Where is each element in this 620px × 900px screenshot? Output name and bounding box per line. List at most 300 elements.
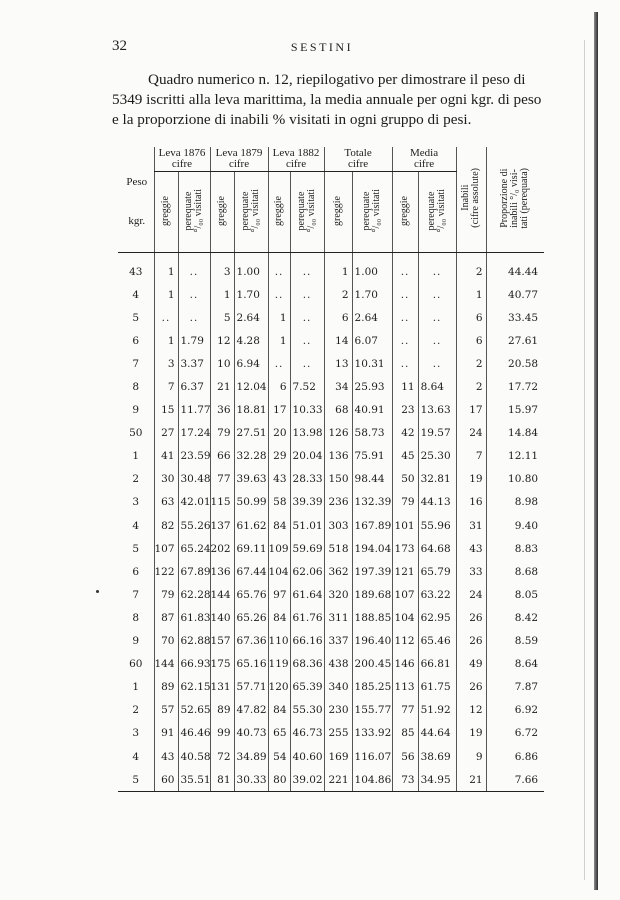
cell-inabili: 26 bbox=[456, 606, 486, 629]
group-sub: cifre bbox=[413, 158, 435, 170]
ink-speck bbox=[96, 590, 99, 593]
cell-media-greggie: 42 bbox=[392, 422, 418, 445]
cell-totale-greggie: 169 bbox=[324, 745, 352, 768]
cell-totale-greggie: 126 bbox=[324, 422, 352, 445]
cell-leva1882-perequate: 39.02 bbox=[290, 768, 324, 792]
cell-totale-greggie: 337 bbox=[324, 630, 352, 653]
cell-leva1876-perequate: 65.24 bbox=[178, 537, 210, 560]
cell-media-greggie: .. bbox=[392, 329, 418, 352]
cell-inabili: 19 bbox=[456, 722, 486, 745]
table-row bbox=[118, 699, 544, 722]
cell-inabili: 2 bbox=[456, 260, 486, 283]
cell-media-perequate: .. bbox=[418, 306, 456, 329]
cell-leva1879-perequate: 50.99 bbox=[234, 491, 268, 514]
cell-leva1879-greggie: 12 bbox=[210, 329, 234, 352]
table-row bbox=[118, 260, 544, 283]
cell-totale-perequate: 2.64 bbox=[352, 306, 392, 329]
cell-leva1876-greggie: 43 bbox=[154, 745, 178, 768]
perequate-text: perequate °/₀₀ visitati bbox=[240, 188, 262, 233]
cell-peso: 1 bbox=[132, 450, 140, 463]
table-row bbox=[118, 445, 544, 468]
table-row bbox=[118, 722, 544, 745]
cell-leva1879-greggie: 157 bbox=[210, 630, 234, 653]
cell-leva1879-perequate: 65.26 bbox=[234, 606, 268, 629]
cell-totale-perequate: 132.39 bbox=[352, 491, 392, 514]
spacer-row bbox=[118, 253, 544, 261]
cell-totale-greggie: 150 bbox=[324, 468, 352, 491]
cell-peso: 2 bbox=[132, 704, 140, 717]
cell-inabili: 16 bbox=[456, 491, 486, 514]
cell-peso: 43 bbox=[129, 265, 143, 278]
cell-leva1882-greggie: 84 bbox=[268, 514, 290, 537]
group-title: Leva 1879 bbox=[215, 147, 263, 159]
cell-media-greggie: 173 bbox=[392, 537, 418, 560]
cell-inabili: 2 bbox=[456, 352, 486, 375]
cell-totale-perequate: 104.86 bbox=[352, 768, 392, 792]
caption-line-1: Quadro numerico n. 12, riepilogativo per dimostrare il peso di bbox=[148, 71, 526, 88]
group-title: Totale bbox=[344, 147, 372, 159]
cell-leva1879-greggie: 99 bbox=[210, 722, 234, 745]
cell-leva1879-greggie: 144 bbox=[210, 583, 234, 606]
cell-inabili: 6 bbox=[456, 306, 486, 329]
cell-leva1882-perequate: .. bbox=[290, 352, 324, 375]
cell-totale-greggie: 340 bbox=[324, 676, 352, 699]
subheader-perequate bbox=[234, 172, 268, 253]
subheader-perequate bbox=[352, 172, 392, 253]
cell-leva1879-perequate: 32.28 bbox=[234, 445, 268, 468]
cell-leva1876-perequate: .. bbox=[178, 283, 210, 306]
cell-media-perequate: .. bbox=[418, 329, 456, 352]
cell-leva1882-perequate: 66.16 bbox=[290, 630, 324, 653]
cell-leva1879-greggie: 140 bbox=[210, 606, 234, 629]
cell-leva1879-perequate: 2.64 bbox=[234, 306, 268, 329]
cell-totale-perequate: 25.93 bbox=[352, 375, 392, 398]
cell-leva1879-greggie: 36 bbox=[210, 399, 234, 422]
group-header-leva-1879 bbox=[210, 147, 268, 172]
cell-leva1882-greggie: 29 bbox=[268, 445, 290, 468]
cell-leva1879-greggie: 77 bbox=[210, 468, 234, 491]
group-title: Leva 1882 bbox=[272, 147, 320, 159]
cell-leva1879-greggie: 202 bbox=[210, 537, 234, 560]
cell-totale-perequate: 196.40 bbox=[352, 630, 392, 653]
cell-totale-perequate: 185.25 bbox=[352, 676, 392, 699]
cell-leva1876-perequate: 17.24 bbox=[178, 422, 210, 445]
cell-inabili: 9 bbox=[456, 745, 486, 768]
cell-leva1882-perequate: 61.76 bbox=[290, 606, 324, 629]
cell-media-perequate: 65.46 bbox=[418, 630, 456, 653]
cell-leva1876-perequate: 62.15 bbox=[178, 676, 210, 699]
cell-leva1882-greggie: 65 bbox=[268, 722, 290, 745]
cell-leva1882-perequate: 7.52 bbox=[290, 375, 324, 398]
cell-leva1876-greggie: 1 bbox=[154, 329, 178, 352]
subheader-greggie bbox=[324, 172, 352, 253]
table-row bbox=[118, 422, 544, 445]
cell-totale-greggie: 438 bbox=[324, 653, 352, 676]
cell-media-perequate: .. bbox=[418, 260, 456, 283]
cell-media-greggie: 146 bbox=[392, 653, 418, 676]
cell-leva1882-perequate: 62.06 bbox=[290, 560, 324, 583]
cell-totale-greggie: 2 bbox=[324, 283, 352, 306]
cell-leva1876-greggie: 79 bbox=[154, 583, 178, 606]
cell-totale-perequate: 133.92 bbox=[352, 722, 392, 745]
cell-media-perequate: .. bbox=[418, 352, 456, 375]
cell-totale-greggie: 14 bbox=[324, 329, 352, 352]
cell-leva1876-greggie: .. bbox=[154, 306, 178, 329]
cell-leva1876-greggie: 122 bbox=[154, 560, 178, 583]
cell-peso: 8 bbox=[132, 381, 140, 394]
table-row bbox=[118, 583, 544, 606]
table-row bbox=[118, 514, 544, 537]
cell-leva1882-perequate: .. bbox=[290, 329, 324, 352]
cell-proporzione: 8.68 bbox=[486, 560, 544, 583]
kgr-label: kgr. bbox=[128, 215, 146, 227]
cell-totale-perequate: 194.04 bbox=[352, 537, 392, 560]
cell-leva1879-perequate: 57.71 bbox=[234, 676, 268, 699]
cell-proporzione: 8.42 bbox=[486, 606, 544, 629]
cell-leva1876-greggie: 1 bbox=[154, 283, 178, 306]
table-row bbox=[118, 653, 544, 676]
cell-totale-greggie: 311 bbox=[324, 606, 352, 629]
cell-totale-greggie: 13 bbox=[324, 352, 352, 375]
cell-inabili: 17 bbox=[456, 399, 486, 422]
cell-proporzione: 20.58 bbox=[486, 352, 544, 375]
cell-totale-greggie: 221 bbox=[324, 768, 352, 792]
cell-leva1876-perequate: 30.48 bbox=[178, 468, 210, 491]
cell-leva1876-greggie: 91 bbox=[154, 722, 178, 745]
cell-totale-greggie: 320 bbox=[324, 583, 352, 606]
cell-leva1876-greggie: 107 bbox=[154, 537, 178, 560]
cell-leva1882-perequate: .. bbox=[290, 283, 324, 306]
cell-leva1876-perequate: 35.51 bbox=[178, 768, 210, 792]
cell-leva1882-greggie: 120 bbox=[268, 676, 290, 699]
cell-leva1882-perequate: 13.98 bbox=[290, 422, 324, 445]
cell-proporzione: 27.61 bbox=[486, 329, 544, 352]
table-row bbox=[118, 537, 544, 560]
cell-media-perequate: 51.92 bbox=[418, 699, 456, 722]
cell-proporzione: 8.59 bbox=[486, 630, 544, 653]
cell-inabili: 19 bbox=[456, 468, 486, 491]
table-row bbox=[118, 306, 544, 329]
cell-leva1882-perequate: 28.33 bbox=[290, 468, 324, 491]
table-row bbox=[118, 768, 544, 792]
caption-line-2: 5349 iscritti alla leva marittima, la media annuale per ogni kgr. di peso bbox=[112, 91, 542, 108]
cell-leva1882-greggie: 104 bbox=[268, 560, 290, 583]
cell-inabili: 1 bbox=[456, 283, 486, 306]
cell-media-perequate: 63.22 bbox=[418, 583, 456, 606]
cell-leva1882-greggie: 58 bbox=[268, 491, 290, 514]
table-row bbox=[118, 606, 544, 629]
cell-inabili: 2 bbox=[456, 375, 486, 398]
page-edge-shadow bbox=[594, 12, 598, 890]
cell-proporzione: 7.87 bbox=[486, 676, 544, 699]
cell-proporzione: 6.72 bbox=[486, 722, 544, 745]
running-title: SESTINI bbox=[290, 40, 354, 54]
cell-peso: 1 bbox=[132, 681, 140, 694]
peso-label: Peso bbox=[126, 176, 148, 188]
cell-totale-perequate: 1.70 bbox=[352, 283, 392, 306]
cell-leva1879-greggie: 115 bbox=[210, 491, 234, 514]
group-header-leva-1882 bbox=[268, 147, 324, 172]
cell-leva1879-greggie: 175 bbox=[210, 653, 234, 676]
cell-proporzione: 12.11 bbox=[486, 445, 544, 468]
cell-media-perequate: 44.13 bbox=[418, 491, 456, 514]
cell-inabili: 6 bbox=[456, 329, 486, 352]
greggie-text: greggie bbox=[332, 195, 344, 226]
cell-media-greggie: 107 bbox=[392, 583, 418, 606]
cell-media-perequate: .. bbox=[418, 283, 456, 306]
cell-media-greggie: 77 bbox=[392, 699, 418, 722]
cell-leva1882-perequate: 68.36 bbox=[290, 653, 324, 676]
cell-leva1876-greggie: 63 bbox=[154, 491, 178, 514]
perequate-text: perequate °/₀₀ visitati bbox=[361, 188, 383, 233]
cell-proporzione: 14.84 bbox=[486, 422, 544, 445]
cell-peso: 4 bbox=[132, 750, 140, 763]
cell-peso: 5 bbox=[132, 542, 140, 555]
cell-media-greggie: .. bbox=[392, 306, 418, 329]
cell-leva1876-perequate: 61.83 bbox=[178, 606, 210, 629]
greggie-text: greggie bbox=[160, 195, 171, 226]
cell-proporzione: 6.92 bbox=[486, 699, 544, 722]
group-header-media bbox=[392, 147, 456, 172]
cell-leva1876-perequate: 46.46 bbox=[178, 722, 210, 745]
cell-leva1879-greggie: 81 bbox=[210, 768, 234, 792]
cell-leva1882-greggie: .. bbox=[268, 352, 290, 375]
cell-totale-perequate: 58.73 bbox=[352, 422, 392, 445]
cell-inabili: 12 bbox=[456, 699, 486, 722]
cell-leva1879-perequate: 67.36 bbox=[234, 630, 268, 653]
cell-proporzione: 33.45 bbox=[486, 306, 544, 329]
cell-leva1876-greggie: 3 bbox=[154, 352, 178, 375]
cell-media-greggie: 45 bbox=[392, 445, 418, 468]
subheader-perequate bbox=[290, 172, 324, 253]
subheader-perequate bbox=[178, 172, 210, 253]
cell-leva1879-perequate: 27.51 bbox=[234, 422, 268, 445]
cell-leva1879-greggie: 66 bbox=[210, 445, 234, 468]
cell-peso: 5 bbox=[132, 311, 140, 324]
table-caption bbox=[112, 70, 544, 130]
cell-totale-perequate: 189.68 bbox=[352, 583, 392, 606]
cell-totale-perequate: 116.07 bbox=[352, 745, 392, 768]
cell-inabili: 33 bbox=[456, 560, 486, 583]
group-header-leva-1876 bbox=[154, 147, 210, 172]
cell-totale-greggie: 518 bbox=[324, 537, 352, 560]
cell-leva1879-greggie: 21 bbox=[210, 375, 234, 398]
group-title: Leva 1876 bbox=[158, 147, 206, 159]
cell-proporzione: 6.86 bbox=[486, 745, 544, 768]
cell-leva1879-perequate: 1.70 bbox=[234, 283, 268, 306]
cell-proporzione: 17.72 bbox=[486, 375, 544, 398]
cell-leva1876-greggie: 15 bbox=[154, 399, 178, 422]
cell-leva1879-perequate: 67.44 bbox=[234, 560, 268, 583]
cell-media-greggie: 50 bbox=[392, 468, 418, 491]
cell-leva1882-greggie: 54 bbox=[268, 745, 290, 768]
subheader-greggie bbox=[154, 172, 178, 253]
cell-leva1882-greggie: 109 bbox=[268, 537, 290, 560]
cell-totale-perequate: 40.91 bbox=[352, 399, 392, 422]
cell-leva1882-perequate: 46.73 bbox=[290, 722, 324, 745]
cell-media-perequate: 8.64 bbox=[418, 375, 456, 398]
cell-media-greggie: 113 bbox=[392, 676, 418, 699]
cell-leva1876-perequate: 55.26 bbox=[178, 514, 210, 537]
cell-inabili: 49 bbox=[456, 653, 486, 676]
greggie-text: greggie bbox=[273, 195, 285, 226]
cell-totale-perequate: 188.85 bbox=[352, 606, 392, 629]
cell-peso: 2 bbox=[132, 473, 140, 486]
cell-leva1879-greggie: 5 bbox=[210, 306, 234, 329]
cell-leva1879-perequate: 65.16 bbox=[234, 653, 268, 676]
table-row bbox=[118, 491, 544, 514]
cell-totale-perequate: 75.91 bbox=[352, 445, 392, 468]
cell-leva1879-perequate: 1.00 bbox=[234, 260, 268, 283]
cell-media-greggie: 85 bbox=[392, 722, 418, 745]
cell-leva1876-greggie: 7 bbox=[154, 375, 178, 398]
cell-leva1876-perequate: 52.65 bbox=[178, 699, 210, 722]
cell-proporzione: 44.44 bbox=[486, 260, 544, 283]
cell-inabili: 24 bbox=[456, 583, 486, 606]
cell-proporzione: 9.40 bbox=[486, 514, 544, 537]
cell-totale-greggie: 1 bbox=[324, 260, 352, 283]
cell-proporzione: 8.64 bbox=[486, 653, 544, 676]
cell-media-greggie: 104 bbox=[392, 606, 418, 629]
cell-leva1879-greggie: 136 bbox=[210, 560, 234, 583]
table-body bbox=[118, 260, 544, 792]
cell-leva1879-greggie: 3 bbox=[210, 260, 234, 283]
cell-leva1882-greggie: 1 bbox=[268, 329, 290, 352]
cell-leva1876-greggie: 89 bbox=[154, 676, 178, 699]
cell-leva1882-perequate: .. bbox=[290, 260, 324, 283]
group-sub: cifre bbox=[228, 158, 250, 170]
cell-totale-perequate: 6.07 bbox=[352, 329, 392, 352]
cell-totale-perequate: 197.39 bbox=[352, 560, 392, 583]
greggie-text: greggie bbox=[399, 195, 411, 226]
group-sub: cifre bbox=[347, 158, 369, 170]
cell-media-perequate: 32.81 bbox=[418, 468, 456, 491]
cell-leva1879-perequate: 65.76 bbox=[234, 583, 268, 606]
cell-peso: 60 bbox=[129, 658, 143, 671]
cell-leva1882-greggie: 97 bbox=[268, 583, 290, 606]
cell-peso: 3 bbox=[132, 496, 140, 509]
group-sub: cifre bbox=[285, 158, 307, 170]
cell-inabili: 24 bbox=[456, 422, 486, 445]
cell-leva1876-perequate: .. bbox=[178, 306, 210, 329]
cell-totale-perequate: 200.45 bbox=[352, 653, 392, 676]
perequate-text: perequate °/₀₀ visitati bbox=[426, 188, 448, 233]
cell-leva1882-perequate: 55.30 bbox=[290, 699, 324, 722]
cell-proporzione: 7.66 bbox=[486, 768, 544, 792]
weight-table bbox=[118, 147, 544, 792]
cell-totale-greggie: 136 bbox=[324, 445, 352, 468]
cell-leva1879-perequate: 6.94 bbox=[234, 352, 268, 375]
cell-totale-greggie: 34 bbox=[324, 375, 352, 398]
group-header-totale bbox=[324, 147, 392, 172]
table-row bbox=[118, 630, 544, 653]
cell-leva1876-greggie: 60 bbox=[154, 768, 178, 792]
cell-proporzione: 40.77 bbox=[486, 283, 544, 306]
cell-leva1876-perequate: 23.59 bbox=[178, 445, 210, 468]
cell-leva1879-greggie: 137 bbox=[210, 514, 234, 537]
cell-leva1882-greggie: 1 bbox=[268, 306, 290, 329]
cell-peso: 8 bbox=[132, 611, 140, 624]
cell-inabili: 21 bbox=[456, 768, 486, 792]
cell-leva1882-greggie: 119 bbox=[268, 653, 290, 676]
table-row bbox=[118, 745, 544, 768]
cell-media-greggie: 112 bbox=[392, 630, 418, 653]
cell-leva1882-greggie: 80 bbox=[268, 768, 290, 792]
cell-leva1876-perequate: .. bbox=[178, 260, 210, 283]
cell-leva1879-perequate: 40.73 bbox=[234, 722, 268, 745]
cell-leva1876-perequate: 40.58 bbox=[178, 745, 210, 768]
cell-media-greggie: 56 bbox=[392, 745, 418, 768]
cell-media-perequate: 64.68 bbox=[418, 537, 456, 560]
cell-leva1879-perequate: 4.28 bbox=[234, 329, 268, 352]
cell-totale-perequate: 155.77 bbox=[352, 699, 392, 722]
cell-leva1879-perequate: 34.89 bbox=[234, 745, 268, 768]
cell-totale-greggie: 255 bbox=[324, 722, 352, 745]
cell-leva1882-perequate: 20.04 bbox=[290, 445, 324, 468]
cell-leva1882-greggie: .. bbox=[268, 283, 290, 306]
cell-leva1879-greggie: 10 bbox=[210, 352, 234, 375]
cell-peso: 7 bbox=[132, 588, 140, 601]
subheader-perequate bbox=[418, 172, 456, 253]
cell-media-perequate: 55.96 bbox=[418, 514, 456, 537]
cell-inabili: 31 bbox=[456, 514, 486, 537]
cell-leva1879-greggie: 1 bbox=[210, 283, 234, 306]
cell-media-perequate: 25.30 bbox=[418, 445, 456, 468]
cell-leva1876-perequate: 67.89 bbox=[178, 560, 210, 583]
cell-media-greggie: 73 bbox=[392, 768, 418, 792]
cell-leva1876-greggie: 144 bbox=[154, 653, 178, 676]
cell-inabili: 26 bbox=[456, 630, 486, 653]
cell-media-greggie: 23 bbox=[392, 399, 418, 422]
cell-leva1879-perequate: 47.82 bbox=[234, 699, 268, 722]
cell-media-greggie: .. bbox=[392, 260, 418, 283]
cell-leva1876-perequate: 62.88 bbox=[178, 630, 210, 653]
cell-leva1882-greggie: 84 bbox=[268, 699, 290, 722]
table-row bbox=[118, 375, 544, 398]
cell-totale-perequate: 167.89 bbox=[352, 514, 392, 537]
cell-media-perequate: 34.95 bbox=[418, 768, 456, 792]
cell-leva1876-perequate: 66.93 bbox=[178, 653, 210, 676]
cell-leva1882-greggie: 6 bbox=[268, 375, 290, 398]
cell-media-perequate: 66.81 bbox=[418, 653, 456, 676]
cell-peso: 3 bbox=[132, 727, 140, 740]
group-title: Media bbox=[410, 147, 439, 159]
cell-proporzione: 8.98 bbox=[486, 491, 544, 514]
greggie-text: greggie bbox=[216, 195, 228, 226]
cell-leva1876-greggie: 70 bbox=[154, 630, 178, 653]
cell-leva1876-greggie: 57 bbox=[154, 699, 178, 722]
running-head bbox=[112, 38, 532, 58]
proporzione-header bbox=[486, 147, 544, 253]
cell-media-greggie: 79 bbox=[392, 491, 418, 514]
cell-leva1879-perequate: 18.81 bbox=[234, 399, 268, 422]
cell-leva1882-perequate: .. bbox=[290, 306, 324, 329]
cell-leva1882-perequate: 61.64 bbox=[290, 583, 324, 606]
cell-leva1882-greggie: .. bbox=[268, 260, 290, 283]
cell-media-greggie: 101 bbox=[392, 514, 418, 537]
cell-peso: 4 bbox=[132, 288, 140, 301]
cell-leva1879-perequate: 61.62 bbox=[234, 514, 268, 537]
inabili-header-text: Inabili (cifre assolute) bbox=[460, 168, 482, 228]
page-fold-line bbox=[584, 40, 585, 880]
cell-leva1882-perequate: 40.60 bbox=[290, 745, 324, 768]
cell-media-perequate: 65.79 bbox=[418, 560, 456, 583]
cell-leva1876-greggie: 41 bbox=[154, 445, 178, 468]
cell-media-greggie: .. bbox=[392, 352, 418, 375]
cell-leva1879-perequate: 39.63 bbox=[234, 468, 268, 491]
page-number: 32 bbox=[112, 38, 127, 54]
cell-leva1882-greggie: 20 bbox=[268, 422, 290, 445]
